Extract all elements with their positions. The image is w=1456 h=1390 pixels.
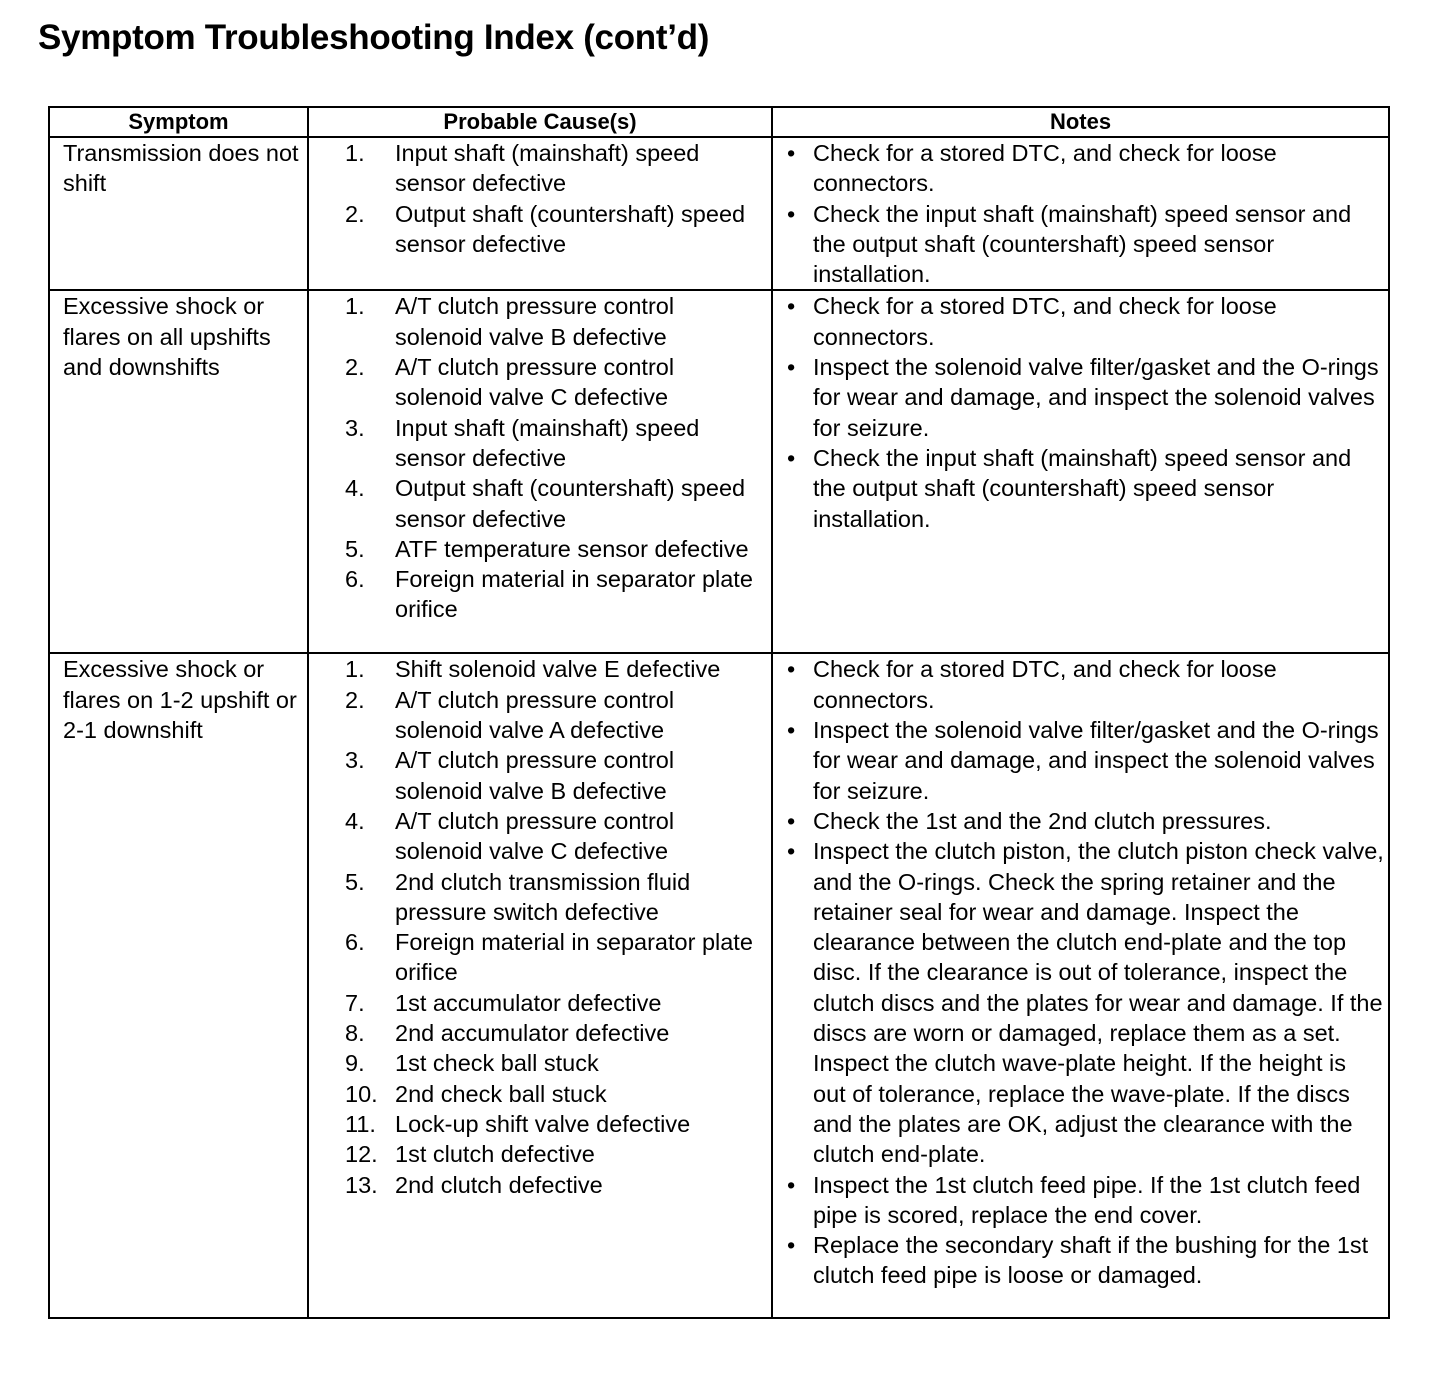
cause-text: A/T clutch pressure control solenoid valve B defective (395, 293, 675, 350)
note-item (787, 806, 1384, 836)
cause-item (309, 291, 767, 352)
cause-text: 2nd clutch defective (395, 1171, 603, 1198)
notes-cell (772, 290, 1389, 653)
causes-cell (308, 137, 772, 290)
cause-text: 1st clutch defective (395, 1141, 595, 1168)
bullet-icon: • (787, 293, 796, 320)
cause-text: Shift solenoid valve E defective (395, 656, 721, 683)
cause-text: Foreign material in separator plate orifice (395, 566, 753, 623)
note-item (787, 199, 1384, 290)
note-item (787, 138, 1384, 199)
cause-number: 8. (345, 1020, 365, 1047)
cause-number: 9. (345, 1050, 365, 1077)
cause-item (309, 1109, 767, 1139)
cause-item (309, 564, 767, 625)
cause-item (309, 1018, 767, 1048)
cause-number: 6. (345, 566, 365, 593)
bullet-icon: • (787, 354, 796, 381)
table-row (49, 137, 1389, 290)
cause-text: 2nd clutch transmission fluid pressure switch defective (395, 868, 691, 925)
cause-item (309, 1048, 767, 1078)
cause-item (309, 867, 767, 928)
cause-item (309, 745, 767, 806)
cause-number: 11. (345, 1110, 376, 1137)
note-item (787, 836, 1384, 1169)
symptom-cell: Excessive shock or flares on all upshifts and downshifts (49, 290, 308, 653)
note-text: Check for a stored DTC, and check for loose connectors. (813, 293, 1277, 350)
cause-number: 4. (345, 807, 365, 834)
cause-text: A/T clutch pressure control solenoid valve C defective (395, 354, 675, 411)
note-item (787, 291, 1384, 352)
note-text: Check the input shaft (mainshaft) speed sensor and the output shaft (countershaft) speed sensor installation. (813, 200, 1352, 288)
cause-item (309, 534, 767, 564)
cause-text: Output shaft (countershaft) speed sensor defective (395, 475, 746, 532)
header-causes: Probable Cause(s) (308, 107, 772, 137)
cause-item (309, 685, 767, 746)
note-item (787, 1230, 1384, 1291)
header-symptom: Symptom (49, 107, 308, 137)
note-item (787, 1170, 1384, 1231)
cause-number: 7. (345, 989, 365, 1016)
cause-number: 2. (345, 354, 365, 381)
cause-number: 1. (345, 293, 365, 320)
cause-number: 1. (345, 656, 365, 683)
cause-number: 12. (345, 1141, 378, 1168)
notes-cell (772, 653, 1389, 1318)
note-text: Inspect the 1st clutch feed pipe. If the 1st clutch feed pipe is scored, replace the end cover. (813, 1171, 1361, 1228)
bullet-icon: • (787, 200, 796, 227)
cause-number: 5. (345, 868, 365, 895)
cause-item (309, 1170, 767, 1200)
page-title: Symptom Troubleshooting Index (cont’d) (38, 18, 710, 57)
causes-cell (308, 290, 772, 653)
cause-item (309, 413, 767, 474)
header-notes: Notes (772, 107, 1389, 137)
cause-number: 3. (345, 747, 365, 774)
cause-item (309, 352, 767, 413)
causes-cell (308, 653, 772, 1318)
cause-number: 2. (345, 686, 365, 713)
note-text: Inspect the clutch piston, the clutch piston check valve, and the O-rings. Check the spring retainer and the retainer seal for wear and damage. Inspect the clearance between the clutch end-plate and the top disc. If the clearance is out of tolerance, inspect the clutch discs and the plates for wear and damage. If the discs are worn or damaged, replace them as a set. Inspect the clutch wave-plate height. If the height is out of tolerance, replace the wave-plate. If the discs and the plates are OK, adjust the clearance with the clutch end-plate. (813, 838, 1384, 1168)
bullet-icon: • (787, 140, 796, 166)
cause-number: 1. (345, 140, 365, 166)
cause-item (309, 1139, 767, 1169)
note-item (787, 715, 1384, 806)
cause-text: Foreign material in separator plate orifice (395, 929, 753, 986)
bullet-icon: • (787, 807, 796, 834)
symptom-cell: Excessive shock or flares on 1-2 upshift or 2-1 downshift (49, 653, 308, 1318)
cause-number: 2. (345, 200, 365, 227)
cause-item (309, 988, 767, 1018)
note-item (787, 654, 1384, 715)
cause-text: A/T clutch pressure control solenoid valve C defective (395, 807, 675, 865)
bullet-icon: • (787, 656, 796, 683)
bullet-icon: • (787, 444, 796, 471)
cause-item (309, 199, 767, 260)
cause-text: A/T clutch pressure control solenoid valve B defective (395, 747, 675, 804)
notes-cell (772, 137, 1389, 290)
note-text: Check for a stored DTC, and check for loose connectors. (813, 140, 1277, 197)
cause-number: 13. (345, 1171, 378, 1198)
cause-text: 1st check ball stuck (395, 1050, 599, 1077)
troubleshooting-table (48, 106, 1390, 1319)
note-text: Check the input shaft (mainshaft) speed sensor and the output shaft (countershaft) speed sensor installation. (813, 444, 1352, 532)
cause-text: 2nd accumulator defective (395, 1020, 670, 1047)
cause-number: 3. (345, 414, 365, 441)
note-text: Inspect the solenoid valve filter/gasket and the O-rings for wear and damage, and inspect the solenoid valves for seizure. (813, 717, 1379, 804)
cause-text: 1st accumulator defective (395, 989, 662, 1016)
table-row (49, 290, 1389, 653)
cause-number: 6. (345, 929, 365, 956)
table-row (49, 653, 1389, 1318)
cause-item (309, 138, 767, 199)
cause-item (309, 654, 767, 684)
cause-text: Lock-up shift valve defective (395, 1110, 691, 1137)
cause-item (309, 1079, 767, 1109)
cause-text: Input shaft (mainshaft) speed sensor defective (395, 414, 700, 471)
cause-text: A/T clutch pressure control solenoid valve A defective (395, 686, 675, 744)
cause-number: 10. (345, 1080, 378, 1107)
note-text: Inspect the solenoid valve filter/gasket and the O-rings for wear and damage, and inspect the solenoid valves for seizure. (813, 354, 1379, 441)
cause-text: ATF temperature sensor defective (395, 535, 749, 562)
note-item (787, 443, 1384, 534)
cause-text: Output shaft (countershaft) speed sensor defective (395, 200, 746, 257)
note-text: Check the 1st and the 2nd clutch pressures. (813, 807, 1272, 834)
bullet-icon: • (787, 838, 796, 865)
symptom-cell: Transmission does not shift (49, 137, 308, 290)
bullet-icon: • (787, 717, 796, 744)
cause-item (309, 927, 767, 988)
cause-text: 2nd check ball stuck (395, 1080, 607, 1107)
note-text: Check for a stored DTC, and check for loose connectors. (813, 656, 1277, 713)
note-text: Replace the secondary shaft if the bushing for the 1st clutch feed pipe is loose or damaged. (813, 1232, 1369, 1289)
cause-number: 5. (345, 535, 365, 562)
bullet-icon: • (787, 1232, 796, 1259)
cause-text: Input shaft (mainshaft) speed sensor defective (395, 140, 700, 197)
cause-item (309, 806, 767, 867)
cause-item (309, 473, 767, 534)
cause-number: 4. (345, 475, 365, 502)
bullet-icon: • (787, 1171, 796, 1198)
note-item (787, 352, 1384, 443)
